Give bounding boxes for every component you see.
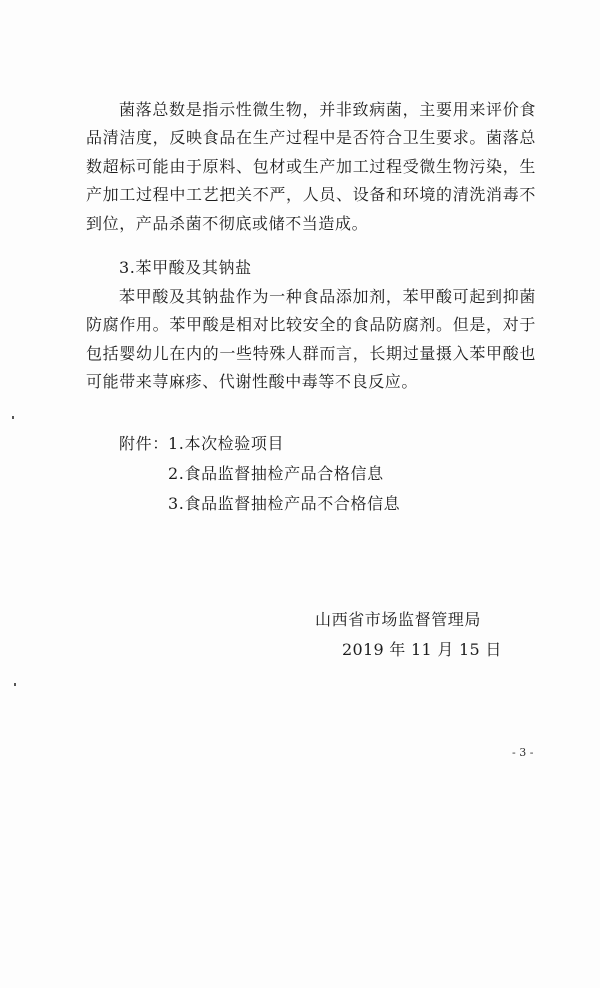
scan-artifact-dot bbox=[12, 416, 14, 419]
section-heading-benzoic: 3.苯甲酸及其钠盐 bbox=[119, 258, 252, 277]
attachment-item: 1.本次检验项目 bbox=[168, 434, 285, 453]
paragraph-benzoic: 苯甲酸及其钠盐作为一种食品添加剂，苯甲酸可起到抑菌防腐作用。苯甲酸是相对比较安全的食品防腐剂。但是，对于包括婴幼儿在内的一些特殊人群而言，长期过量摄入苯甲酸也可能带来荨麻疹、代谢性酸中毒等不良反应。 bbox=[86, 287, 536, 392]
issuing-organization: 山西省市场监督管理局 bbox=[315, 610, 482, 629]
attachments-label: 附件： bbox=[119, 434, 169, 453]
paragraph-bacteria: 菌落总数是指示性微生物，并非致病菌，主要用来评价食品清洁度，反映食品在生产过程中是否符合卫生要求。菌落总数超标可能由于原料、包材或生产加工过程受微生物污染，生产加工过程中工艺把关不严，人员、设备和环境的清洗消毒不到位，产品杀菌不彻底或储不当造成。 bbox=[86, 100, 536, 233]
attachment-item: 3.食品监督抽检产品不合格信息 bbox=[168, 494, 401, 513]
issue-date: 2019 年 11 月 15 日 bbox=[342, 640, 502, 659]
attachment-item: 2.食品监督抽检产品合格信息 bbox=[168, 464, 384, 483]
page-number: - 3 - bbox=[512, 746, 534, 759]
scan-artifact-dot bbox=[14, 683, 16, 686]
